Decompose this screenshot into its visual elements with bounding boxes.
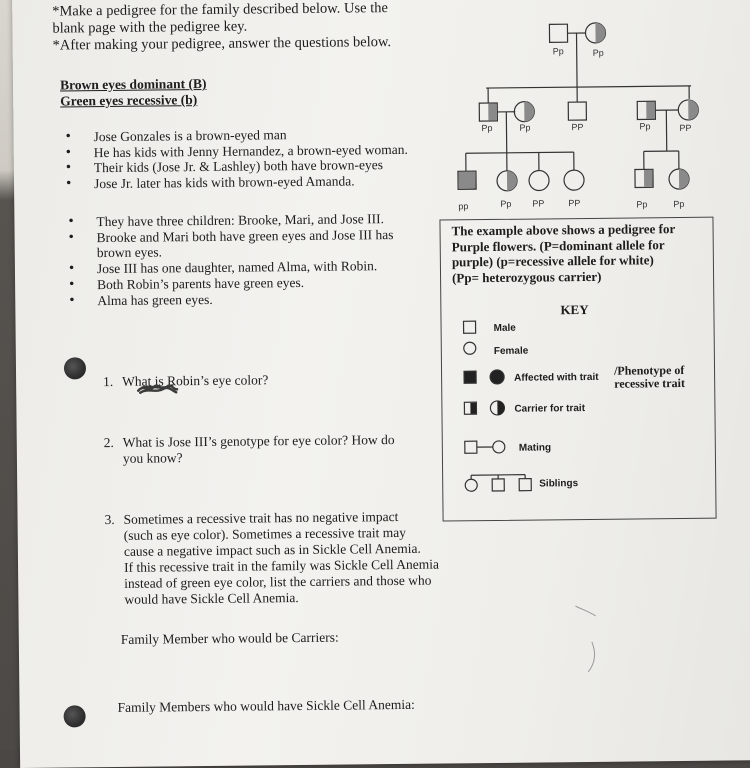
gen2-male-carrier-fill-right [646,102,655,119]
list-item: • Both Robin’s parents have green eyes. [69,274,394,293]
key-phenotype-line-2: recessive trait [614,377,685,391]
question-3-line: If this recessive trait in the family was Sickle Cell Anemia [124,557,439,576]
genotype-label: Pp [636,199,647,209]
list-item: • Alma has green eyes. [69,290,394,309]
genotype-label: PP [679,123,691,133]
key-female-circle [464,342,476,354]
gen3-female-symbol [564,170,584,190]
carriers-label: Family Member who would be Carriers: [121,630,339,648]
key-carrier-female-fill [497,401,504,415]
list-item: • Jose III has one daughter, named Alma, with Robin. [69,258,394,277]
key-carrier-male-fill [470,403,476,414]
genotype-label: Pp [673,199,684,209]
gen2-female-carrier-fill-right [688,100,698,120]
list-item: • He has kids with Jenny Hernandez, a brown-eyed woman. [66,142,408,161]
genotype-label: Pp [481,123,492,133]
question-3-line: Sometimes a recessive trait has no negative impact [123,509,398,528]
key-male-square [464,321,476,333]
question-2-line-1: What is Jose III’s genotype for eye color? How do [123,432,395,451]
genotype-label: Pp [519,123,530,133]
list-item-text: Brooke and Mari both have green eyes and Jose III has [97,227,394,245]
instruction-line-1: *Make a pedigree for the family described below. Use the [52,0,388,21]
sickle-cell-label: Family Members who would have Sickle Cell Anemia: [117,697,414,716]
binder-hole-top [64,357,86,379]
key-label-carrier: Carrier for trait [514,403,585,415]
gen3-male-carrier-fill [644,170,653,187]
gen2-male-carrier-fill [488,104,497,121]
binder-hole-bottom [64,705,86,727]
list-item: • Jose Jr. later has kids with brown-eyed Amanda. [66,173,408,192]
gen2-female-carrier-fill [524,102,534,122]
genotype-label: PP [571,122,583,132]
gen3-female-symbol [529,170,549,190]
gen1-descent-line [577,33,578,87]
key-title: KEY [560,302,588,318]
key-sibling-male [519,479,531,491]
genotype-label: Pp [593,48,604,58]
gen1-female-carrier-fill [595,23,605,43]
genotype-label: Pp [553,46,564,56]
example-line-1: The example above shows a pedigree for [451,221,675,239]
gen1-male-symbol [549,24,567,42]
dominant-trait: Brown eyes dominant (B) [60,76,207,94]
key-sibling-female [465,479,477,491]
key-affected-male [464,371,476,383]
instruction-line-3: *After making your pedigree, answer the questions below. [53,34,392,55]
question-2-line-2: you know? [123,450,183,467]
gen3-female-carrier-fill-right [679,169,689,189]
key-label-siblings: Siblings [539,478,578,489]
genotype-label: PP [568,198,580,208]
family-description-list-1 [65,126,408,192]
key-affected-female [490,370,504,384]
example-line-4: (Pp= heterozygous carrier) [452,268,676,286]
list-item [69,227,394,262]
gen2-male-symbol [568,102,586,120]
gen3-female-carrier-fill [507,171,517,191]
question-1-number: 1. [103,374,113,390]
worksheet-page [12,0,750,768]
genotype-label: Pp [500,199,511,209]
question-3-number: 3. [104,512,114,528]
genotype-label: Pp [639,121,650,131]
gen3-male-affected-fill [459,172,476,189]
key-phenotype-line-1: /Phenotype of [614,364,685,378]
gen2-sibship-line [486,86,691,88]
family-description-list-2 [68,211,394,309]
example-pedigree-chart [442,11,714,222]
list-item-continuation: brown eyes. [97,245,162,261]
question-1-text: What is Robin’s eye color? [122,372,268,390]
pencil-marks [573,602,614,682]
key-sibling-male [492,479,504,491]
genotype-label: pp [458,201,468,211]
example-line-2: Purple flowers. (P=dominant allele for [452,237,676,255]
list-item: • Their kids (Jose Jr. & Lashley) both have brown-eyes [66,157,408,176]
question-3-line: instead of green eye color, list the carriers and those who [124,573,431,592]
key-label-mating: Mating [519,442,551,453]
key-label-female: Female [494,346,529,357]
genotype-label: PP [532,198,544,208]
key-phenotype-note [614,364,685,391]
key-label-male: Male [494,323,516,334]
list-item: • They have three children: Brooke, Mari, and Jose III. [68,211,393,230]
list-item: • Jose Gonzales is a brown-eyed man [65,126,407,145]
recessive-trait: Green eyes recessive (b) [60,92,197,109]
question-3-line: (such as eye color). Sometimes a recessive trait may [124,525,406,544]
instruction-line-2: blank page with the pedigree key. [52,19,247,38]
question-3-line: would have Sickle Cell Anemia. [124,590,299,608]
gen3-sibship-line-left [466,152,574,153]
question-3-line: cause a negative impact such as in Sickle Cell Anemia. [124,541,421,560]
key-mating-female [493,441,505,453]
key-mating-male [465,441,477,453]
scribbled-answer [136,381,178,395]
example-line-3: purple) (p=recessive allele for white) [452,252,676,270]
question-2-number: 2. [104,435,114,451]
key-label-affected: Affected with trait [514,372,599,384]
